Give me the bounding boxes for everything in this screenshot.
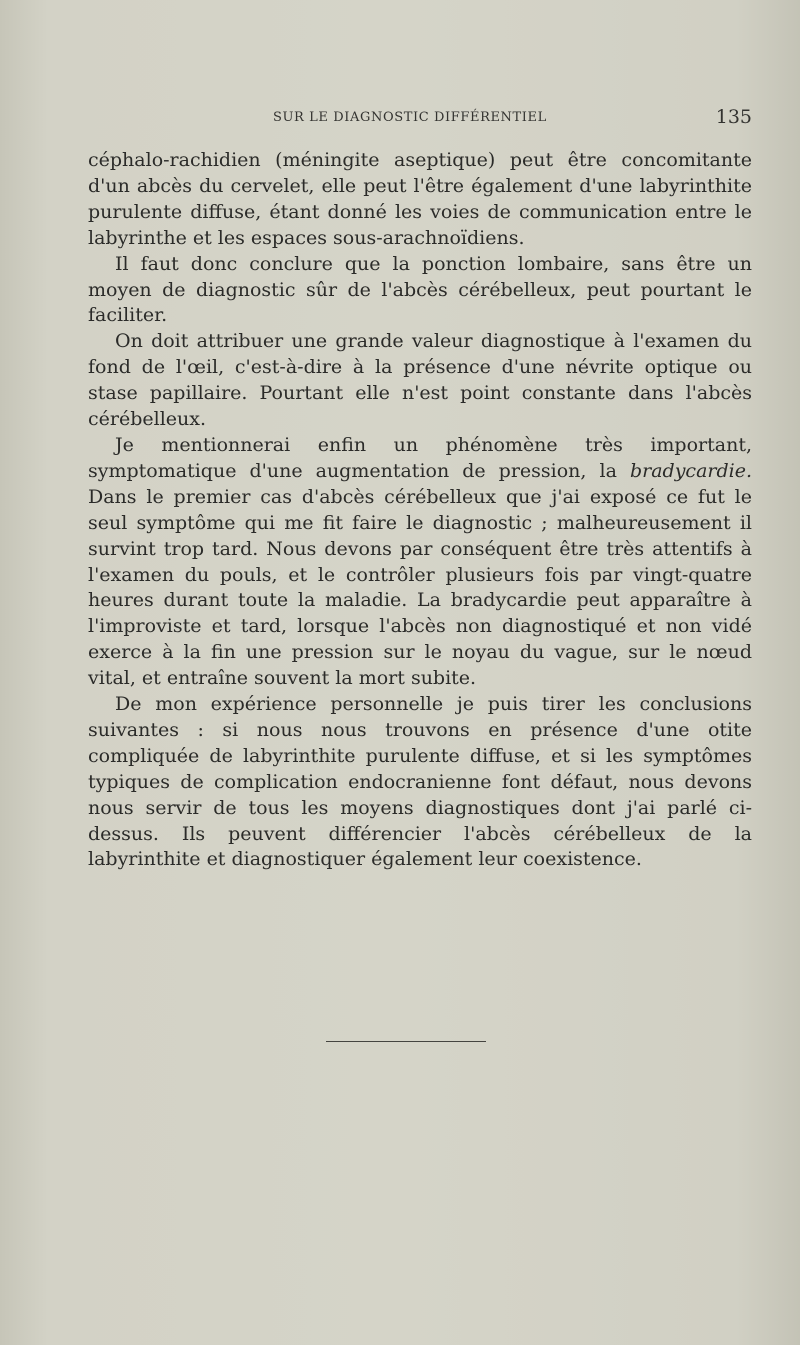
body-text: [88, 148, 752, 873]
paragraph: [88, 433, 752, 692]
page-number: 135: [715, 106, 752, 128]
section-end-rule: [326, 1041, 486, 1042]
paragraph: On doit attribuer une grande valeur diagnostique à l'examen du fond de l'œil, c'est-à-dire à la présence d'une névrite optique ou stase papillaire. Pourtant elle n'est point constante dans l'abcès cérébelleux.: [88, 330, 752, 431]
paragraph: De mon expérience personnelle je puis tirer les conclusions suivantes : si nous nous trouvons en présence d'une otite compliquée de labyrinthite purulente diffuse, et si les symptômes typiques de complication endocranienne font défaut, nous devons nous servir de tous les moyens diagnostiques dont j'ai parlé ci-dessus. Ils peuvent différencier l'abcès cérébelleux de la labyrinthite et diagnostiquer également leur coexistence.: [88, 693, 752, 871]
paragraph: Il faut donc conclure que la ponction lombaire, sans être un moyen de diagnostic sûr de l'abcès cérébelleux, peut pourtant le faciliter.: [88, 252, 752, 327]
text-run: Je mentionnerai enfin un phénomène très important, symptomatique d'une augmentation de pression, la: [88, 433, 752, 482]
paragraph: céphalo-rachidien (méningite aseptique) peut être concomitante d'un abcès du cervelet, elle peut l'être également d'une labyrinthite purulente diffuse, étant donné les voies de communication entre le labyrinthe et les espaces sous-arachnoïdiens.: [88, 149, 752, 249]
page-header: [88, 108, 760, 130]
running-head: SUR LE DIAGNOSTIC DIFFÉRENTIEL: [273, 110, 547, 125]
emphasized-term: bradycardie.: [629, 459, 752, 482]
text-run: Dans le premier cas d'abcès cérébelleux que j'ai exposé ce fut le seul symptôme qui me fit faire le diagnostic ; malheureusement il survint trop tard. Nous devons par conséquent être très attentifs à l'examen du pouls, et le contrôler plusieurs fois par vingt-quatre heures durant toute la maladie. La bradycardie peut apparaître à l'improviste et tard, lorsque l'abcès non diagnostiqué et non vidé exerce à la fin une pression sur le noyau du vague, sur le nœud vital, et entraîne souvent la mort subite.: [88, 485, 752, 690]
